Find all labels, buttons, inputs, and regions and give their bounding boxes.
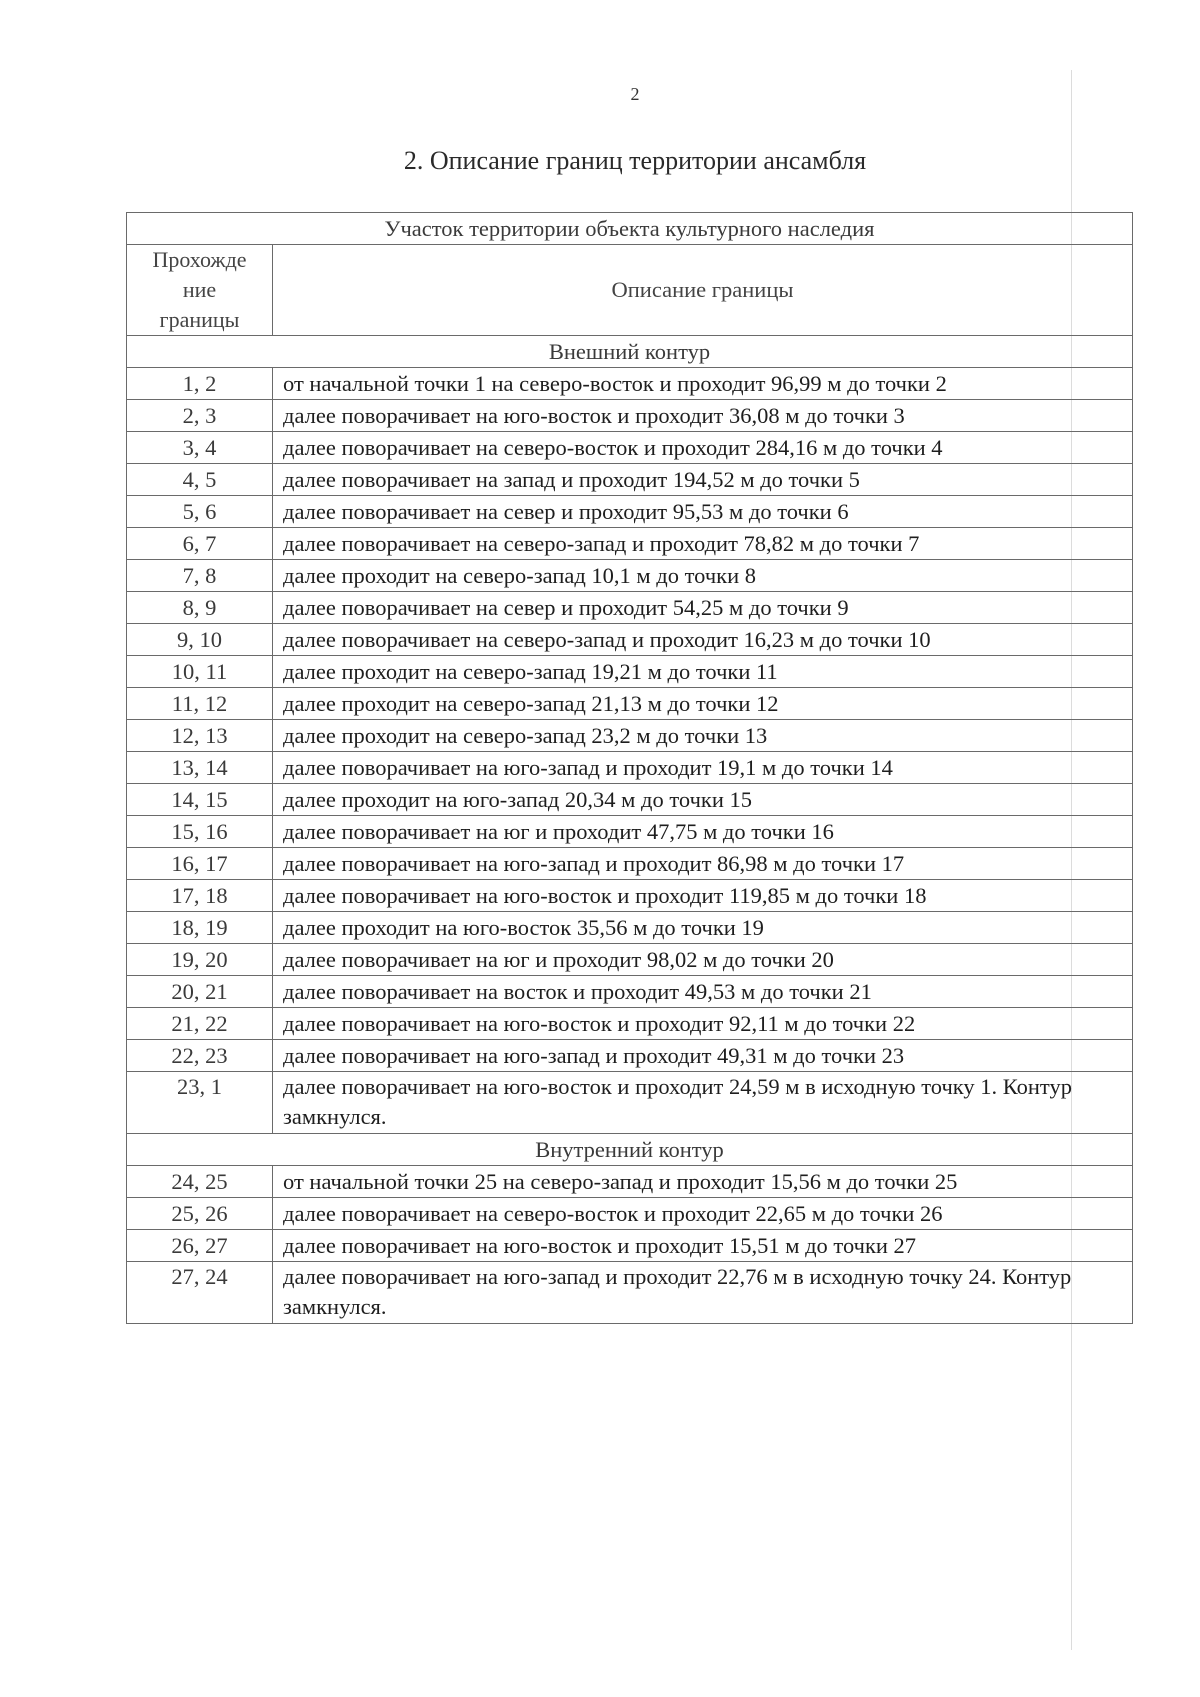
segment-cell: 17, 18 [127, 880, 273, 912]
description-cell: далее поворачивает на юго-запад и проходит 49,31 м до точки 23 [273, 1040, 1133, 1072]
description-cell: далее проходит на северо-запад 19,21 м до точки 11 [273, 656, 1133, 688]
description-cell: далее поворачивает на северо-запад и проходит 78,82 м до точки 7 [273, 528, 1133, 560]
description-cell: далее поворачивает на юго-запад и проходит 19,1 м до точки 14 [273, 752, 1133, 784]
table-row [127, 1230, 1133, 1262]
table-row [127, 624, 1133, 656]
description-cell: далее поворачивает на юго-восток и проходит 119,85 м до точки 18 [273, 880, 1133, 912]
table-row [127, 1262, 1133, 1324]
table-row [127, 1198, 1133, 1230]
segment-cell: 24, 25 [127, 1166, 273, 1198]
description-cell: далее поворачивает на запад и проходит 194,52 м до точки 5 [273, 464, 1133, 496]
segment-cell: 22, 23 [127, 1040, 273, 1072]
description-cell: далее поворачивает на северо-восток и проходит 284,16 м до точки 4 [273, 432, 1133, 464]
segment-cell: 25, 26 [127, 1198, 273, 1230]
table-row [127, 688, 1133, 720]
description-cell: от начальной точки 25 на северо-запад и проходит 15,56 м до точки 25 [273, 1166, 1133, 1198]
segment-cell: 13, 14 [127, 752, 273, 784]
description-cell: далее поворачивает на юго-восток и проходит 36,08 м до точки 3 [273, 400, 1133, 432]
outer-contour-label: Внешний контур [127, 336, 1133, 368]
description-cell: далее поворачивает на юго-восток и проходит 24,59 м в исходную точку 1. Контур замкнулся. [273, 1072, 1133, 1134]
table-row [127, 976, 1133, 1008]
segment-cell: 16, 17 [127, 848, 273, 880]
description-cell: далее поворачивает на юго-восток и проходит 15,51 м до точки 27 [273, 1230, 1133, 1262]
description-cell: далее поворачивает на юго-запад и проходит 86,98 м до точки 17 [273, 848, 1133, 880]
table-row [127, 912, 1133, 944]
header-segment-line-3: границы [159, 307, 240, 332]
segment-cell: 26, 27 [127, 1230, 273, 1262]
segment-cell: 27, 24 [127, 1262, 273, 1324]
boundary-table [126, 212, 1133, 1324]
table-row [127, 1072, 1133, 1134]
header-segment [127, 245, 273, 336]
description-cell: далее поворачивает на восток и проходит 49,53 м до точки 21 [273, 976, 1133, 1008]
description-cell: далее проходит на северо-запад 10,1 м до точки 8 [273, 560, 1133, 592]
segment-cell: 10, 11 [127, 656, 273, 688]
table-row [127, 464, 1133, 496]
table-row [127, 1008, 1133, 1040]
description-cell: далее проходит на юго-восток 35,56 м до точки 19 [273, 912, 1133, 944]
table-row [127, 592, 1133, 624]
header-segment-line-2: ние [182, 277, 217, 302]
table-row [127, 752, 1133, 784]
segment-cell: 7, 8 [127, 560, 273, 592]
table-header-row [127, 245, 1133, 336]
outer-contour-label-row [127, 336, 1133, 368]
segment-cell: 21, 22 [127, 1008, 273, 1040]
document-title: 2. Описание границ территории ансамбля [403, 146, 867, 175]
segment-cell: 18, 19 [127, 912, 273, 944]
description-cell: далее проходит на северо-запад 23,2 м до точки 13 [273, 720, 1133, 752]
table-row [127, 656, 1133, 688]
segment-cell: 2, 3 [127, 400, 273, 432]
segment-cell: 14, 15 [127, 784, 273, 816]
segment-cell: 8, 9 [127, 592, 273, 624]
table-row [127, 1166, 1133, 1198]
table-caption: Участок территории объекта культурного наследия [127, 213, 1133, 245]
page-number: 2 [630, 84, 640, 104]
table-row [127, 496, 1133, 528]
table-row [127, 560, 1133, 592]
description-cell: далее поворачивает на юг и проходит 98,02 м до точки 20 [273, 944, 1133, 976]
segment-cell: 20, 21 [127, 976, 273, 1008]
segment-cell: 4, 5 [127, 464, 273, 496]
description-cell: далее поворачивает на юго-запад и проходит 22,76 м в исходную точку 24. Контур замкнулся. [273, 1262, 1133, 1324]
header-description: Описание границы [273, 245, 1133, 336]
description-cell: далее проходит на юго-запад 20,34 м до точки 15 [273, 784, 1133, 816]
inner-contour-label-row [127, 1134, 1133, 1166]
segment-cell: 23, 1 [127, 1072, 273, 1134]
description-cell: от начальной точки 1 на северо-восток и проходит 96,99 м до точки 2 [273, 368, 1133, 400]
segment-cell: 9, 10 [127, 624, 273, 656]
description-cell: далее проходит на северо-запад 21,13 м до точки 12 [273, 688, 1133, 720]
segment-cell: 3, 4 [127, 432, 273, 464]
table-row [127, 400, 1133, 432]
inner-contour-label: Внутренний контур [127, 1134, 1133, 1166]
segment-cell: 19, 20 [127, 944, 273, 976]
table-row [127, 720, 1133, 752]
description-cell: далее поворачивает на север и проходит 54,25 м до точки 9 [273, 592, 1133, 624]
table-row [127, 528, 1133, 560]
table-row [127, 368, 1133, 400]
description-cell: далее поворачивает на северо-запад и проходит 16,23 м до точки 10 [273, 624, 1133, 656]
table-row [127, 944, 1133, 976]
description-cell: далее поворачивает на юг и проходит 47,75 м до точки 16 [273, 816, 1133, 848]
segment-cell: 15, 16 [127, 816, 273, 848]
table-row [127, 816, 1133, 848]
description-cell: далее поворачивает на север и проходит 95,53 м до точки 6 [273, 496, 1133, 528]
description-cell: далее поворачивает на юго-восток и проходит 92,11 м до точки 22 [273, 1008, 1133, 1040]
segment-cell: 11, 12 [127, 688, 273, 720]
segment-cell: 5, 6 [127, 496, 273, 528]
header-segment-line-1: Прохожде [152, 247, 247, 272]
segment-cell: 1, 2 [127, 368, 273, 400]
table-row [127, 848, 1133, 880]
segment-cell: 12, 13 [127, 720, 273, 752]
segment-cell: 6, 7 [127, 528, 273, 560]
table-row [127, 1040, 1133, 1072]
table-caption-row [127, 213, 1133, 245]
description-cell: далее поворачивает на северо-восток и проходит 22,65 м до точки 26 [273, 1198, 1133, 1230]
table-row [127, 784, 1133, 816]
table-row [127, 880, 1133, 912]
table-row [127, 432, 1133, 464]
